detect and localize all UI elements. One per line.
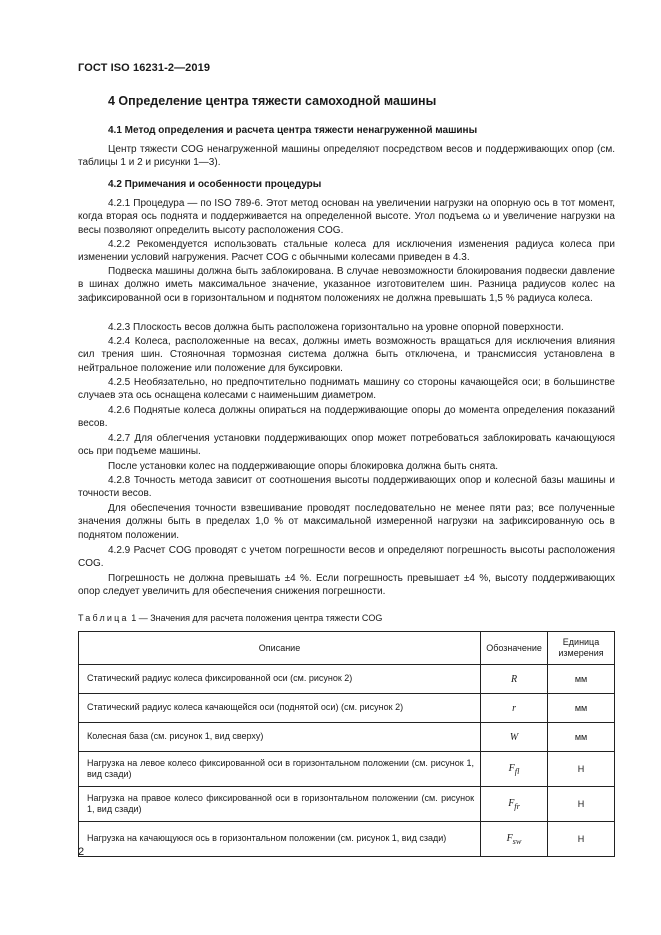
table-row [79, 665, 615, 694]
row-symbol [481, 752, 548, 787]
subsection-4-1-title: 4.1 Метод определения и расчета центра тяжести ненагруженной машины [108, 125, 478, 136]
paragraph-4-2-7: 4.2.7 Для облегчения установки поддерживающих опор может потребоваться заблокировать качающуюся ось при подъеме машины. [78, 433, 615, 458]
page-number: 2 [78, 846, 85, 858]
row-unit: Н [548, 822, 615, 857]
subsection-4-2-title: 4.2 Примечания и особенности процедуры [108, 179, 322, 190]
section-title: 4 Определение центра тяжести самоходной машины [108, 94, 437, 108]
column-header-symbol: Обозначение [481, 632, 548, 665]
row-unit: мм [548, 723, 615, 752]
paragraph-4-2-8-weighing: Для обеспечения точности взвешивание проводят последовательно не менее пяти раз; все полученные значения должны быть в пределах 1,0 % от максимальной измеренной нагрузки на зафиксированную ось в поднятом положении. [78, 503, 615, 541]
paragraph-4-2-5: 4.2.5 Необязательно, но предпочтительно поднимать машину со стороны качающейся оси; в большинстве случаев эта ось оснащена колесами с наименьшим диаметром. [78, 377, 615, 402]
table-header-row [79, 632, 615, 665]
paragraph-4-2-2-suspension: Подвеска машины должна быть заблокирована. В случае невозможности блокирования подвески давление в шинах должно иметь максимальное значение, указанное изготовителем шин. Разница радиусов колес на зафиксированной оси в горизонтальном и поднятом положениях не должна превышать 1,5 % радиуса колеса. [78, 266, 615, 304]
table-row [79, 752, 615, 787]
symbol-letter: W [509, 731, 519, 743]
table-row [79, 787, 615, 822]
paragraph-4-2-2: 4.2.2 Рекомендуется использовать стальные колеса для исключения изменения радиуса колеса при изменении условий нагружения. Расчет COG с обычными колесами приведен в 4.3. [78, 239, 615, 264]
symbol-letter: F [506, 832, 513, 844]
paragraph-4-2-7-unlock: После установки колес на поддерживающие опоры блокировка должна быть снята. [108, 461, 499, 472]
paragraph-4-2-9: 4.2.9 Расчет COG проводят с учетом погрешности весов и определяют погрешность высоты расположения COG. [78, 545, 615, 570]
row-description: Нагрузка на качающуюся ось в горизонтальном положении (см. рисунок 1, вид сзади) [79, 822, 481, 857]
table-row [79, 694, 615, 723]
table-row [79, 723, 615, 752]
symbol-letter: F [508, 762, 515, 774]
row-symbol [481, 787, 548, 822]
symbol-letter: r [512, 702, 516, 714]
table-caption-text: 1 — Значения для расчета положения центра тяжести COG [131, 613, 383, 623]
paragraph-4-2-6: 4.2.6 Поднятые колеса должны опираться на поддерживающие опоры до момента определения показаний весов. [78, 405, 615, 430]
symbol-letter: R [510, 673, 518, 685]
symbol-letter: F [508, 797, 515, 809]
document-header: ГОСТ ISO 16231-2—2019 [78, 62, 211, 74]
row-description: Колесная база (см. рисунок 1, вид сверху) [79, 723, 481, 752]
paragraph-4-2-1: 4.2.1 Процедура — по ISO 789-6. Этот метод основан на увеличении нагрузки на опорную ось в тот момент, когда вторая ось поднята и поддерживается на определенной высоте. Угол подъема ω и увеличение нагрузки на весы позволяют определить высоту расположения COG. [78, 198, 615, 236]
row-symbol [481, 822, 548, 857]
row-unit: мм [548, 665, 615, 694]
paragraph-4-2-3: 4.2.3 Плоскость весов должна быть расположена горизонтально на уровне опорной поверхности. [108, 322, 564, 333]
cog-values-table [78, 631, 615, 857]
column-header-unit: Единица измерения [548, 632, 615, 665]
column-header-description: Описание [79, 632, 481, 665]
symbol-subscript: fl [514, 766, 520, 776]
table-caption-word: Таблица [78, 613, 129, 623]
symbol-subscript: fr [514, 801, 520, 811]
row-symbol [481, 665, 548, 694]
symbol-subscript: sw [512, 836, 522, 846]
table-row [79, 822, 615, 857]
row-symbol [481, 694, 548, 723]
row-unit: Н [548, 787, 615, 822]
row-description: Статический радиус колеса фиксированной оси (см. рисунок 2) [79, 665, 481, 694]
row-description: Нагрузка на левое колесо фиксированной оси в горизонтальном положении (см. рисунок 1, вид сзади) [79, 752, 481, 787]
row-symbol [481, 723, 548, 752]
row-description: Статический радиус колеса качающейся оси (поднятой оси) (см. рисунок 2) [79, 694, 481, 723]
paragraph-4-2-8: 4.2.8 Точность метода зависит от соотношения высоты поддерживающих опор и колесной базы машины и точности весов. [78, 475, 615, 500]
paragraph-4-1: Центр тяжести COG ненагруженной машины определяют посредством весов и поддерживающих опор (см. таблицы 1 и 2 и рисунки 1—3). [78, 144, 615, 169]
row-unit: мм [548, 694, 615, 723]
paragraph-4-2-9-error: Погрешность не должна превышать ±4 %. Если погрешность превышает ±4 %, высоту поддерживающих опор следует увеличить для обеспечения снижения погрешности. [78, 573, 615, 598]
row-description: Нагрузка на правое колесо фиксированной оси в горизонтальном положении (см. рисунок 1, вид сзади) [79, 787, 481, 822]
paragraph-4-2-4: 4.2.4 Колеса, расположенные на весах, должны иметь возможность вращаться для исключения влияния сил трения шин. Стояночная тормозная система должна быть отключена, и трансмиссия установлена в нейтральное положение или положение для буксировки. [78, 336, 615, 374]
row-unit: Н [548, 752, 615, 787]
table-caption [78, 613, 382, 623]
